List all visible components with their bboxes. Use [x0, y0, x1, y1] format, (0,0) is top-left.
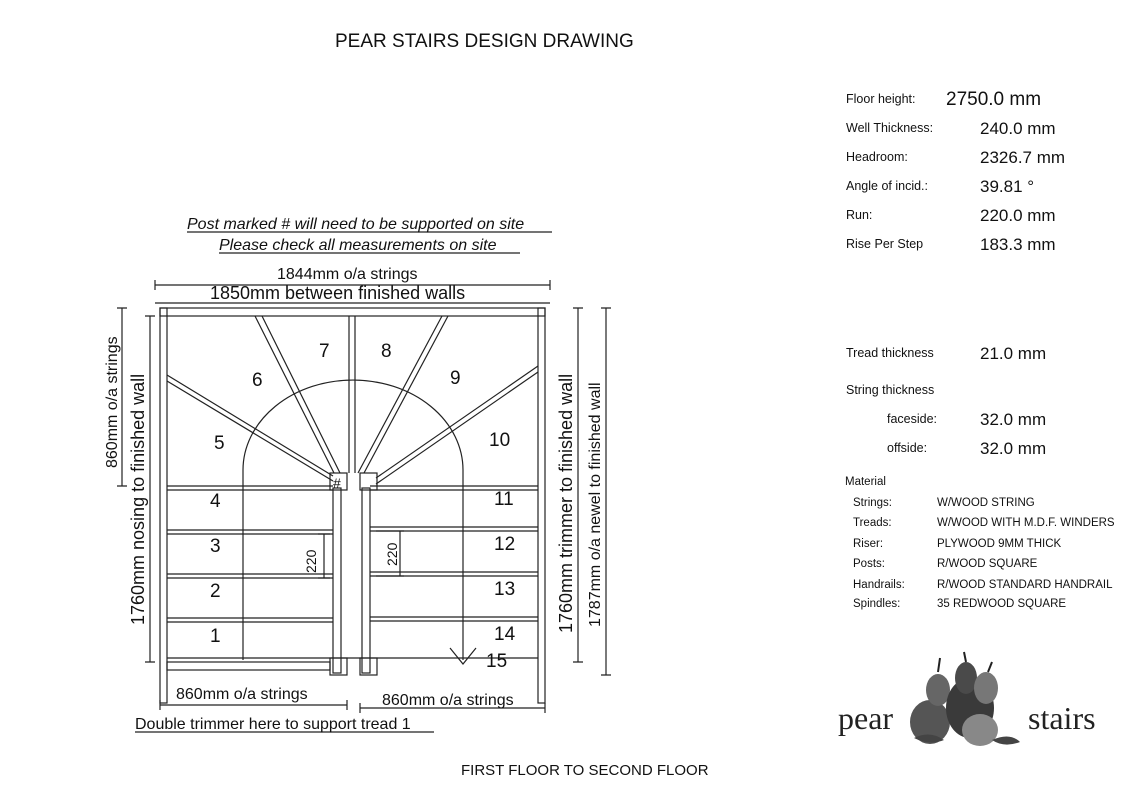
material-value: R/WOOD STANDARD HANDRAIL: [937, 579, 1113, 591]
winder-line: [262, 316, 340, 473]
dim-strings-top: 1844mm o/a strings: [277, 266, 418, 283]
step-number: 7: [319, 341, 330, 362]
logo-word-pear: pear: [838, 700, 894, 736]
material-value: W/WOOD WITH M.D.F. WINDERS: [937, 517, 1115, 529]
spec-value: 220.0 mm: [980, 206, 1056, 225]
going-label-right: 220: [384, 542, 400, 566]
step-number: 14: [494, 624, 516, 645]
material-value: R/WOOD SQUARE: [937, 558, 1038, 570]
dim-right-trimmer: 1760mm trimmer to finished wall: [556, 373, 576, 633]
going-dimension-left: [318, 534, 330, 578]
faceside-label: faceside:: [887, 412, 938, 426]
left-string: [160, 308, 167, 703]
material-value: 35 REDWOOD SQUARE: [937, 598, 1067, 610]
drawing-caption: FIRST FLOOR TO SECOND FLOOR: [461, 762, 709, 779]
spec-value: 2326.7 mm: [980, 148, 1066, 167]
winder-line: [167, 375, 333, 476]
going-label-left: 220: [303, 549, 319, 573]
spec-label: Well Thickness:: [846, 121, 934, 135]
step-number: 15: [486, 651, 508, 672]
material-value: PLYWOOD 9MM THICK: [937, 538, 1062, 550]
trimmer-note: Double trimmer here to support tread 1: [135, 716, 411, 733]
step-number: 5: [214, 433, 225, 454]
trimmer: [167, 662, 330, 670]
inner-string-right: [362, 488, 370, 673]
spec-value: 240.0 mm: [980, 119, 1056, 138]
tread-thickness-value: 21.0 mm: [980, 344, 1047, 363]
step-number: 8: [381, 341, 392, 362]
material-label: Strings:: [853, 497, 892, 509]
logo-word-stairs: stairs: [1028, 700, 1096, 736]
step-number: 9: [450, 368, 461, 389]
winder-line: [255, 316, 334, 473]
material-label: Treads:: [853, 517, 892, 529]
check-note: Please check all measurements on site: [219, 237, 497, 254]
right-string: [538, 308, 545, 703]
dim-bottom-left: 860mm o/a strings: [176, 686, 308, 703]
step-number: 3: [210, 536, 221, 557]
spec-value: 183.3 mm: [980, 235, 1056, 254]
step-number: 1: [210, 626, 221, 647]
winder-line: [358, 316, 442, 473]
post-mark: #: [333, 475, 341, 491]
spec-label: Run:: [846, 208, 873, 222]
step-number: 2: [210, 581, 221, 602]
dim-bottom-right: 860mm o/a strings: [382, 692, 514, 709]
material-heading: Material: [845, 476, 886, 488]
string-thickness-label: String thickness: [846, 383, 935, 397]
winder-line: [364, 316, 448, 473]
step-number: 13: [494, 579, 516, 600]
support-note: Post marked # will need to be supported on site: [187, 216, 525, 233]
inner-string-left: [333, 488, 341, 673]
step-number: 10: [489, 430, 511, 451]
spec-label: Angle of incid.:: [846, 179, 928, 193]
dim-walls-top: 1850mm between finished walls: [210, 283, 466, 303]
dim-right-newel: 1787mm o/a newel to finished wall: [587, 382, 604, 627]
material-label: Riser:: [853, 538, 884, 550]
step-number: 4: [210, 491, 221, 512]
winder-line: [167, 381, 333, 481]
dim-left-lower: 1760mm nosing to finished wall: [128, 373, 148, 625]
material-value: W/WOOD STRING: [937, 497, 1035, 509]
tread-thickness-label: Tread thickness: [846, 346, 934, 360]
spec-label: Headroom:: [846, 150, 908, 164]
faceside-value: 32.0 mm: [980, 410, 1047, 429]
step-number: 11: [494, 489, 514, 510]
spec-value: 2750.0 mm: [946, 89, 1042, 110]
offside-value: 32.0 mm: [980, 439, 1047, 458]
dim-left-upper: 860mm o/a strings: [104, 336, 121, 468]
page-title: PEAR STAIRS DESIGN DRAWING: [335, 31, 634, 52]
spec-label: Rise Per Step: [846, 237, 924, 251]
offside-label: offside:: [887, 441, 928, 455]
spec-value: 39.81 °: [980, 177, 1035, 196]
material-label: Spindles:: [853, 598, 901, 610]
top-string: [160, 308, 545, 316]
step-number: 6: [252, 370, 263, 391]
material-label: Handrails:: [853, 579, 905, 591]
step-number: 12: [494, 534, 516, 555]
material-label: Posts:: [853, 558, 885, 570]
spec-label: Floor height:: [846, 92, 916, 106]
